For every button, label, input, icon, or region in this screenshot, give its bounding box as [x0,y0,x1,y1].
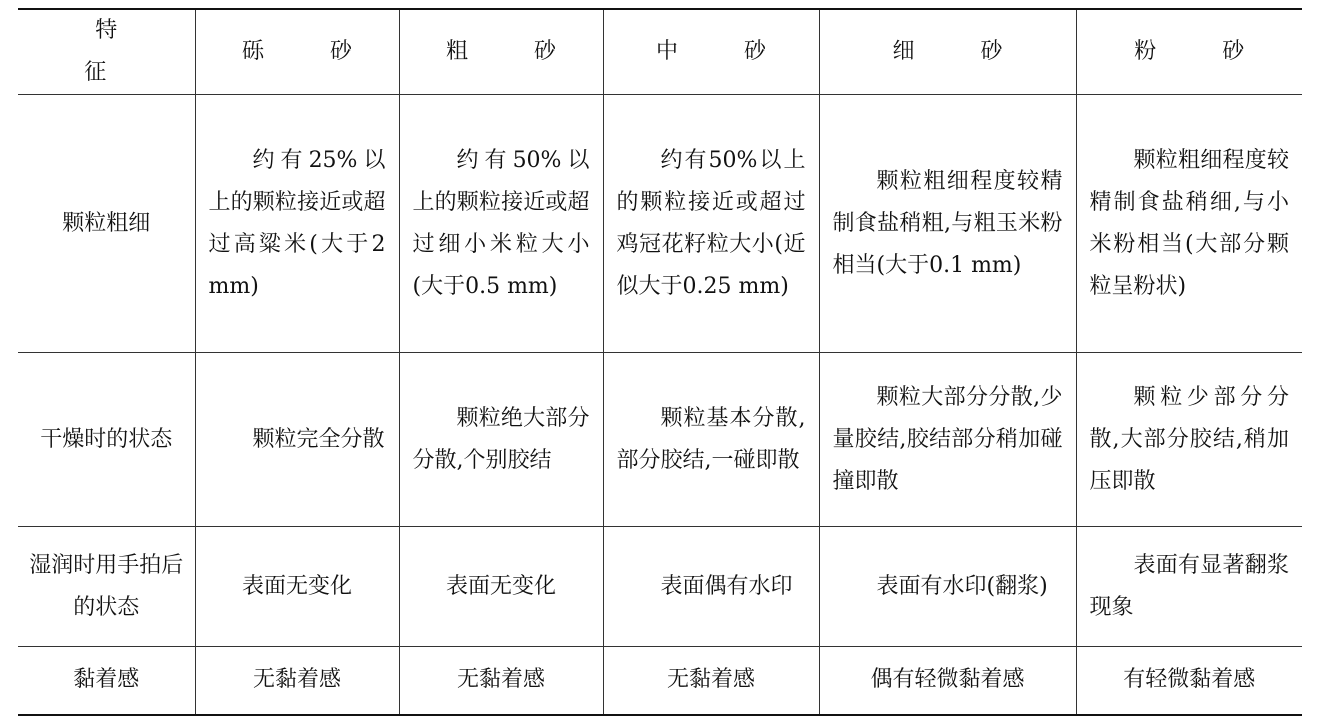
row-label-stickiness: 黏着感 [18,647,195,715]
row-label-dry-state: 干燥时的状态 [18,353,195,527]
sand-classification-table [18,8,1302,716]
table-row [18,647,1302,715]
table-cell: 表面无变化 [195,527,399,647]
table-cell: 有轻微黏着感 [1076,647,1302,715]
table-row [18,527,1302,647]
table-header-row [18,9,1302,95]
table-cell [603,95,819,353]
cell-text: 颗粒粗细程度较精制食盐稍粗,与粗玉米粉相当(大于0.1 mm) [832,168,1063,278]
table-cell [195,353,399,527]
cell-text: 约有50%以上的颗粒接近或超过细小米粒大小(大于0.5 mm) [412,147,590,299]
cell-text: 颗粒粗细程度较精制食盐稍细,与小米粉相当(大部分颗粒呈粉状) [1089,147,1289,299]
cell-text: 表面偶有水印 [660,573,793,599]
row-label-wet-state: 湿润时用手拍后的状态 [18,527,195,647]
cell-text: 表面有显著翻浆现象 [1089,552,1289,620]
table-cell [195,95,399,353]
header-feature: 特 征 [18,9,195,95]
table-cell [399,95,603,353]
table-row [18,95,1302,353]
table-cell: 表面无变化 [399,527,603,647]
table-cell [603,527,819,647]
table-cell [399,353,603,527]
table-cell [1076,353,1302,527]
header-silty-sand: 粉 砂 [1076,9,1302,95]
header-medium-sand: 中 砂 [603,9,819,95]
cell-text: 颗粒绝大部分分散,个别胶结 [412,405,590,473]
cell-text: 颗粒大部分分散,少量胶结,胶结部分稍加碰撞即散 [832,384,1063,494]
cell-text: 颗粒基本分散,部分胶结,一碰即散 [616,405,806,473]
header-coarse-sand: 粗 砂 [399,9,603,95]
table-cell: 无黏着感 [603,647,819,715]
table-cell [1076,527,1302,647]
table-cell: 偶有轻微黏着感 [819,647,1076,715]
table-cell [1076,95,1302,353]
row-label-particle-size: 颗粒粗细 [18,95,195,353]
sand-classification-table-container [18,8,1302,693]
header-gravelly-sand: 砾 砂 [195,9,399,95]
cell-text: 颗粒少部分分散,大部分胶结,稍加压即散 [1089,384,1289,494]
table-cell: 无黏着感 [195,647,399,715]
table-row [18,353,1302,527]
cell-text: 约有50%以上的颗粒接近或超过鸡冠花籽粒大小(近似大于0.25 mm) [616,147,806,299]
table-cell [603,353,819,527]
table-cell [819,95,1076,353]
table-cell: 无黏着感 [399,647,603,715]
cell-text: 颗粒完全分散 [252,426,385,452]
cell-text: 表面有水印(翻浆) [876,573,1048,599]
table-cell [819,527,1076,647]
cell-text: 约有25%以上的颗粒接近或超过高粱米(大于2 mm) [208,147,386,299]
table-cell [819,353,1076,527]
header-fine-sand: 细 砂 [819,9,1076,95]
